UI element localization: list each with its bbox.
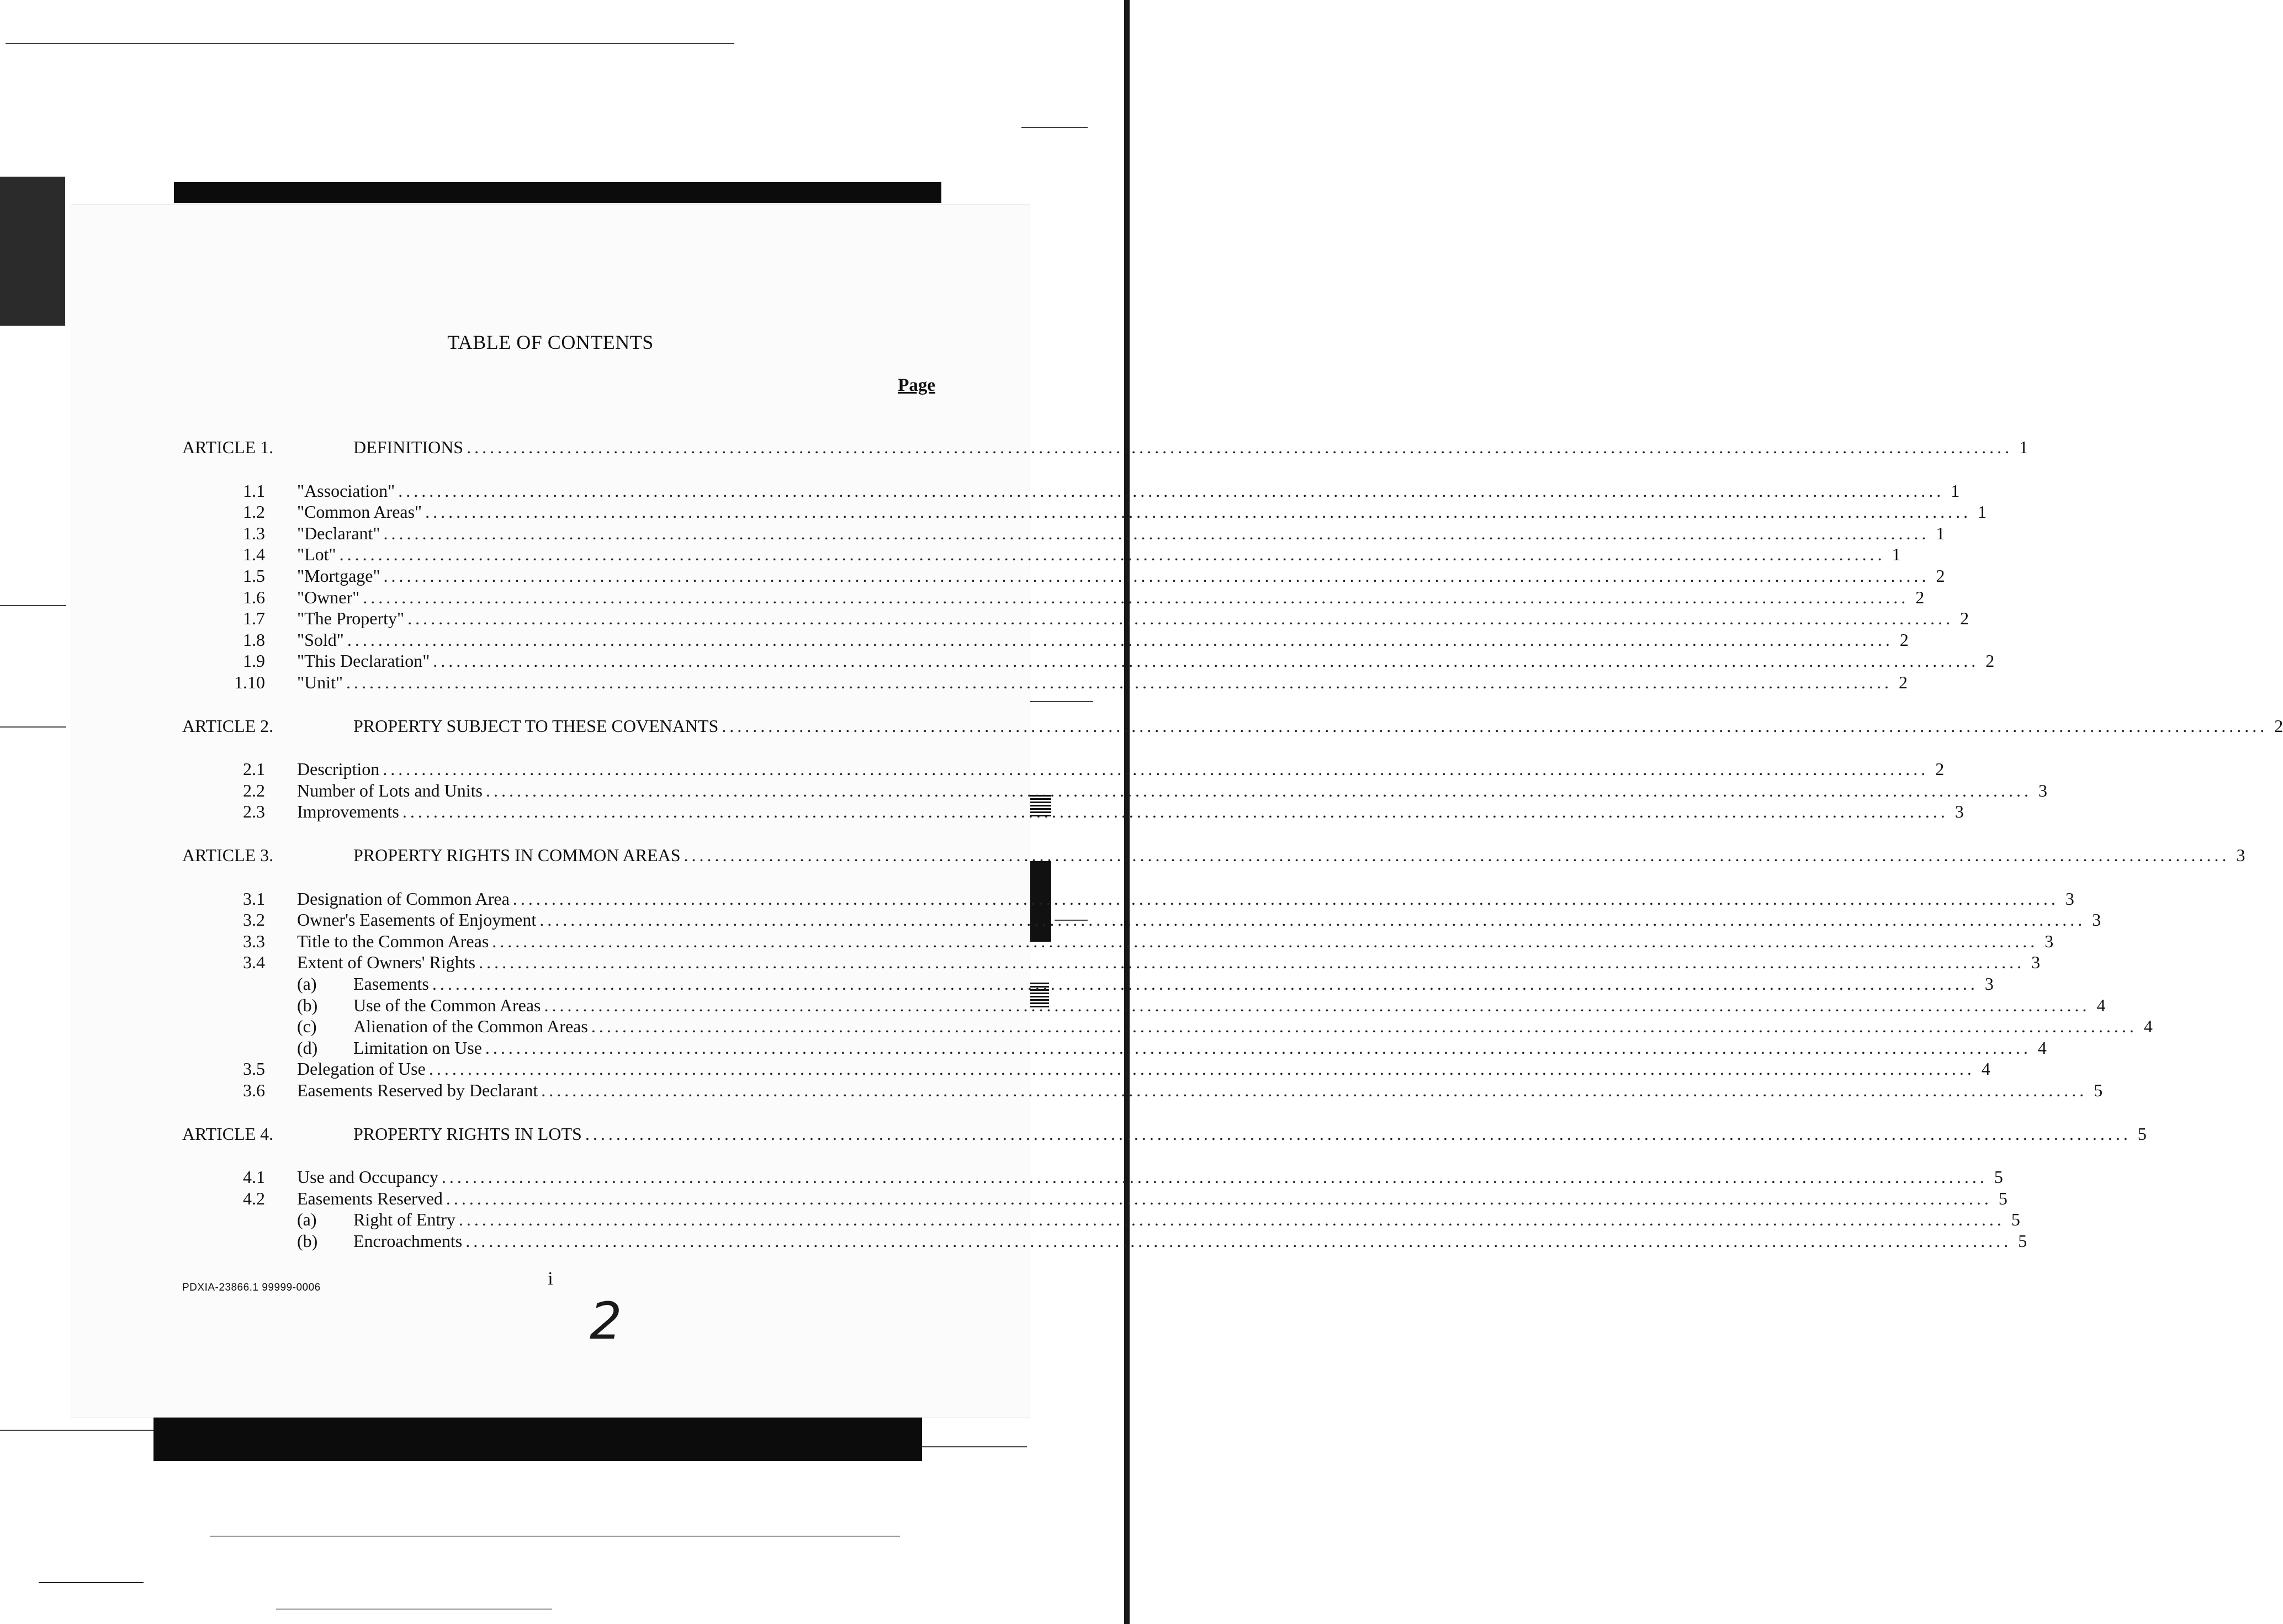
toc-entry-number: 1.4 bbox=[243, 544, 265, 565]
toc-entry-number: 3.3 bbox=[243, 931, 265, 951]
toc-entry-page: 3 bbox=[2092, 910, 2101, 930]
toc-entry-title: "Declarant" bbox=[297, 523, 380, 543]
toc-entry-number: 4.1 bbox=[243, 1167, 265, 1187]
toc-subsection-row bbox=[297, 1230, 2027, 1252]
toc-entry-title: Right of Entry bbox=[353, 1209, 455, 1230]
toc-entry-title: Use of the Common Areas bbox=[353, 995, 541, 1015]
toc-entry-number: 1.2 bbox=[243, 502, 265, 522]
document-code: PDXIA-23866.1 99999-0006 bbox=[182, 1282, 321, 1293]
toc-article-row bbox=[182, 715, 2283, 737]
toc-entry-page: 4 bbox=[1981, 1059, 1990, 1079]
scan-line-bottom-left bbox=[0, 1430, 155, 1431]
page-number: i bbox=[548, 1269, 553, 1289]
toc-section-row bbox=[232, 1166, 2003, 1188]
dot-leader: ........................................................................................................................................................................................................ bbox=[446, 1188, 1992, 1208]
dot-leader: ........................................................................................................................................................................................................ bbox=[383, 523, 1930, 543]
toc-entry-page: 2 bbox=[1985, 651, 1995, 671]
toc-section-row bbox=[232, 1187, 2007, 1209]
toc-section-row bbox=[232, 543, 1901, 565]
toc-entry-title: Use and Occupancy bbox=[297, 1167, 438, 1187]
dot-leader: ........................................................................................................................................................................................................ bbox=[433, 651, 1979, 671]
toc-entry-page: 2 bbox=[1915, 587, 1925, 607]
toc-entry-number: 3.5 bbox=[243, 1059, 265, 1079]
toc-entry-title: "Lot" bbox=[297, 544, 336, 565]
dot-leader: ........................................................................................................................................................................................................ bbox=[467, 437, 2013, 457]
toc-section-row bbox=[232, 629, 1909, 651]
dot-leader: ........................................................................................................................................................................................................ bbox=[465, 1231, 2012, 1251]
toc-entry-title: Limitation on Use bbox=[353, 1037, 482, 1058]
toc-entry-title: Easements Reserved by Declarant bbox=[297, 1080, 538, 1100]
toc-entry-title: "Association" bbox=[297, 480, 395, 501]
toc-section-row bbox=[232, 565, 1945, 587]
dot-leader: ........................................................................................................................................................................................................ bbox=[485, 1037, 2031, 1058]
toc-subsection-row bbox=[297, 973, 1994, 995]
scan-line-top bbox=[6, 43, 734, 44]
toc-entry-title: Designation of Common Area bbox=[297, 888, 510, 909]
toc-entry-page: 2 bbox=[2274, 715, 2283, 736]
toc-entry-number: 1.8 bbox=[243, 629, 265, 650]
toc-section-row bbox=[232, 800, 1964, 822]
toc-section-row bbox=[232, 779, 2047, 802]
document-page bbox=[71, 204, 2283, 1418]
dot-leader: ........................................................................................................................................................................................................ bbox=[539, 910, 2086, 930]
toc-entry-page: 2 bbox=[1936, 566, 1945, 586]
scan-line-left-2 bbox=[0, 726, 66, 728]
toc-entry-title: "Common Areas" bbox=[297, 502, 422, 522]
toc-entry-page: 1 bbox=[1936, 523, 1945, 543]
toc-section-row bbox=[232, 671, 1908, 693]
dot-leader: ........................................................................................................................................................................................................ bbox=[492, 931, 2038, 951]
table-of-contents bbox=[71, 204, 2283, 1418]
toc-entry-title: Easements Reserved bbox=[297, 1188, 443, 1208]
toc-entry-page: 1 bbox=[1951, 480, 1960, 501]
scan-bar-bottom bbox=[153, 1416, 922, 1461]
toc-entry-number: 3.2 bbox=[243, 910, 265, 930]
toc-entry-page: 3 bbox=[2031, 952, 2041, 973]
scan-line-bottom-2 bbox=[39, 1582, 144, 1583]
scan-line-left-1 bbox=[0, 605, 66, 606]
toc-section-row bbox=[232, 909, 2101, 931]
toc-entry-number: 3.6 bbox=[243, 1080, 265, 1100]
toc-entry-number: 4.2 bbox=[243, 1188, 265, 1208]
toc-section-row bbox=[232, 951, 2041, 973]
dot-leader: ........................................................................................................................................................................................................ bbox=[479, 952, 2025, 973]
toc-entry-page: 5 bbox=[2011, 1209, 2020, 1230]
toc-entry-title: "The Property" bbox=[297, 608, 405, 629]
toc-section-row bbox=[232, 586, 1925, 608]
dot-leader: ........................................................................................................................................................................................................ bbox=[346, 672, 1893, 692]
toc-entry-title: PROPERTY RIGHTS IN LOTS bbox=[353, 1123, 582, 1144]
toc-entry-number: ARTICLE 4. bbox=[182, 1123, 274, 1144]
toc-entry-number: 1.6 bbox=[243, 587, 265, 607]
toc-entry-page: 2 bbox=[1899, 672, 1908, 692]
scan-line-right-1 bbox=[1027, 701, 1093, 702]
toc-entry-number: (c) bbox=[297, 1016, 317, 1037]
toc-section-row bbox=[232, 522, 1945, 544]
toc-entry-title: Improvements bbox=[297, 802, 399, 822]
toc-entry-page: 5 bbox=[1998, 1188, 2007, 1208]
toc-entry-title: Encroachments bbox=[353, 1231, 463, 1251]
dot-leader: ........................................................................................................................................................................................................ bbox=[485, 780, 2032, 800]
toc-entry-page: 1 bbox=[1978, 502, 1987, 522]
toc-entry-page: 4 bbox=[2037, 1037, 2047, 1058]
toc-entry-number: 3.4 bbox=[243, 952, 265, 973]
toc-section-row bbox=[232, 607, 1969, 629]
toc-section-row bbox=[232, 888, 2074, 910]
toc-entry-title: "Unit" bbox=[297, 672, 343, 692]
dot-leader: ........................................................................................................................................................................................................ bbox=[432, 974, 1978, 994]
dot-leader: ........................................................................................................................................................................................................ bbox=[425, 502, 1972, 522]
toc-entry-title: Description bbox=[297, 759, 380, 779]
toc-entry-number: (d) bbox=[297, 1037, 318, 1058]
dot-leader: ........................................................................................................................................................................................................ bbox=[541, 1080, 2088, 1100]
dot-leader: ........................................................................................................................................................................................................ bbox=[363, 587, 1909, 607]
toc-entry-number: (a) bbox=[297, 974, 317, 994]
toc-entry-title: PROPERTY RIGHTS IN COMMON AREAS bbox=[353, 845, 681, 865]
scan-line-bottom-1 bbox=[210, 1536, 900, 1537]
toc-entry-number: 2.3 bbox=[243, 802, 265, 822]
toc-entry-title: "Sold" bbox=[297, 629, 344, 650]
toc-entry-number: (b) bbox=[297, 1231, 318, 1251]
dot-leader: ........................................................................................................................................................................................................ bbox=[684, 845, 2230, 865]
toc-section-row bbox=[232, 1079, 2103, 1101]
handwritten-page-number: 2 bbox=[590, 1292, 622, 1351]
toc-entry-title: "Mortgage" bbox=[297, 566, 380, 586]
dot-leader: ........................................................................................................................................................................................................ bbox=[544, 995, 2090, 1015]
toc-section-row bbox=[232, 480, 1960, 502]
page-title: TABLE OF CONTENTS bbox=[447, 331, 654, 353]
toc-entry-page: 3 bbox=[2038, 780, 2047, 800]
toc-entry-page: 2 bbox=[1935, 759, 1945, 779]
toc-subsection-row bbox=[297, 1015, 2153, 1037]
scan-line-bottom-3 bbox=[276, 1609, 552, 1610]
toc-entry-page: 1 bbox=[1892, 544, 1901, 565]
dot-leader: ........................................................................................................................................................................................................ bbox=[591, 1016, 2137, 1037]
toc-entry-title: DEFINITIONS bbox=[353, 437, 464, 457]
toc-entry-page: 5 bbox=[1994, 1167, 2003, 1187]
toc-entry-page: 3 bbox=[1954, 802, 1964, 822]
toc-article-row bbox=[182, 844, 2245, 866]
toc-section-row bbox=[232, 758, 1945, 780]
toc-section-row bbox=[232, 650, 1995, 672]
toc-entry-title: Owner's Easements of Enjoyment bbox=[297, 910, 537, 930]
dot-leader: ........................................................................................................................................................................................................ bbox=[398, 480, 1945, 501]
toc-entry-title: Title to the Common Areas bbox=[297, 931, 489, 951]
toc-entry-number: 2.2 bbox=[243, 780, 265, 800]
toc-entry-number: 1.1 bbox=[243, 480, 265, 501]
scan-bar-top-left bbox=[0, 177, 65, 326]
toc-entry-number: ARTICLE 2. bbox=[182, 715, 274, 736]
toc-entry-page: 1 bbox=[2019, 437, 2028, 457]
dot-leader: ........................................................................................................................................................................................................ bbox=[383, 566, 1930, 586]
toc-section-row bbox=[232, 501, 1987, 523]
toc-entry-number: 1.3 bbox=[243, 523, 265, 543]
toc-entry-page: 5 bbox=[2094, 1080, 2103, 1100]
dot-leader: ........................................................................................................................................................................................................ bbox=[722, 715, 2268, 736]
toc-subsection-row bbox=[297, 994, 2106, 1016]
toc-entry-page: 4 bbox=[2143, 1016, 2153, 1037]
toc-section-row bbox=[232, 1058, 1990, 1080]
toc-entry-page: 3 bbox=[2065, 888, 2074, 909]
toc-entry-page: 5 bbox=[2018, 1231, 2027, 1251]
page-column-label: Page bbox=[898, 375, 935, 395]
toc-entry-page: 3 bbox=[2044, 931, 2054, 951]
toc-entry-number: 1.5 bbox=[243, 566, 265, 586]
toc-entry-title: Extent of Owners' Rights bbox=[297, 952, 476, 973]
toc-entry-page: 3 bbox=[2236, 845, 2245, 865]
dot-leader: ........................................................................................................................................................................................................ bbox=[339, 544, 1885, 565]
toc-article-row bbox=[182, 1123, 2147, 1145]
toc-article-row bbox=[182, 436, 2028, 458]
toc-subsection-row bbox=[297, 1037, 2047, 1059]
toc-subsection-row bbox=[297, 1208, 2020, 1230]
dot-leader: ........................................................................................................................................................................................................ bbox=[428, 1059, 1975, 1079]
toc-entry-title: "This Declaration" bbox=[297, 651, 430, 671]
toc-entry-page: 2 bbox=[1899, 629, 1909, 650]
scan-line-bottom-right bbox=[911, 1446, 1027, 1447]
scan-line-top-right bbox=[1021, 127, 1088, 128]
toc-entry-page: 5 bbox=[2137, 1123, 2147, 1144]
toc-entry-title: Alienation of the Common Areas bbox=[353, 1016, 588, 1037]
dot-leader: ........................................................................................................................................................................................................ bbox=[383, 759, 1929, 779]
toc-entry-number: 3.1 bbox=[243, 888, 265, 909]
dot-leader: ........................................................................................................................................................................................................ bbox=[407, 608, 1954, 629]
toc-entry-page: 3 bbox=[1984, 974, 1994, 994]
dot-leader: ........................................................................................................................................................................................................ bbox=[512, 888, 2059, 909]
toc-entry-title: "Owner" bbox=[297, 587, 360, 607]
toc-entry-number: (b) bbox=[297, 995, 318, 1015]
scan-bar-top bbox=[174, 182, 941, 203]
toc-entry-number: ARTICLE 3. bbox=[182, 845, 274, 865]
dot-leader: ........................................................................................................................................................................................................ bbox=[441, 1167, 1988, 1187]
dot-leader: ........................................................................................................................................................................................................ bbox=[402, 802, 1948, 822]
toc-section-row bbox=[232, 930, 2054, 952]
toc-entry-number: 1.9 bbox=[243, 651, 265, 671]
dot-leader: ........................................................................................................................................................................................................ bbox=[458, 1209, 2005, 1230]
toc-entry-number: 1.10 bbox=[234, 672, 265, 692]
dot-leader: ........................................................................................................................................................................................................ bbox=[585, 1123, 2131, 1144]
toc-entry-title: Easements bbox=[353, 974, 429, 994]
toc-entry-title: Number of Lots and Units bbox=[297, 780, 483, 800]
toc-entry-title: PROPERTY SUBJECT TO THESE COVENANTS bbox=[353, 715, 719, 736]
toc-entry-number: 1.7 bbox=[243, 608, 265, 629]
toc-entry-page: 4 bbox=[2096, 995, 2106, 1015]
toc-entry-number: (a) bbox=[297, 1209, 317, 1230]
toc-entry-title: Delegation of Use bbox=[297, 1059, 426, 1079]
toc-entry-page: 2 bbox=[1960, 608, 1969, 629]
toc-entry-number: ARTICLE 1. bbox=[182, 437, 274, 457]
toc-entry-number: 2.1 bbox=[243, 759, 265, 779]
dot-leader: ........................................................................................................................................................................................................ bbox=[347, 629, 1893, 650]
